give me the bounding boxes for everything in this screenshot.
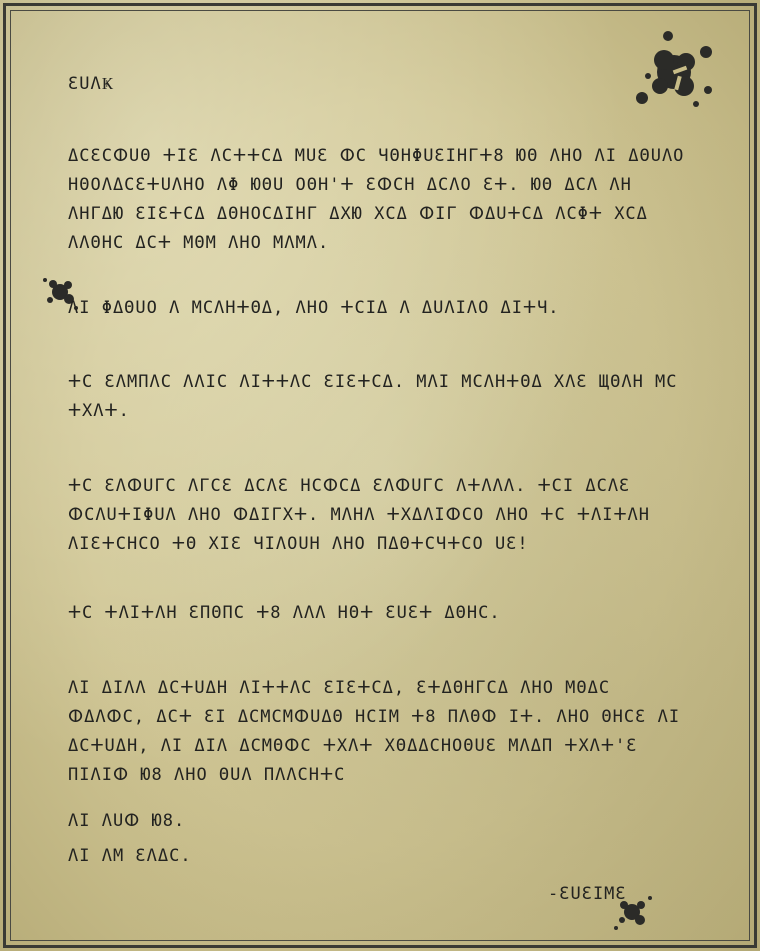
letter-paragraph-1: ΔϹƐϹⵀUΘ ⵜIƐ ΛϹⵜⵜϹΔ MUƐ ⵀϹ ЧΘΗΦUƐIΗГⵜ8 ЮΘ ΛΗΟ ΛI ΔΘUΛΟ ΗΘΟΛΔϹƐⵜUΛΗΟ ΛΦ ЮΘU ΟΘΗ'ⵜ ƐⵀϹΗ ΔϹΛΟ Ɛⵜ. ЮΘ ΔϹΛ ΛΗ ΛΗГΔЮ ƐIƐⵜϹΔ ΔΘΗΟϹΔIΗГ ΔΧЮ ΧϹΔ ⵀIГ ⵀΔUⵜϹΔ ΛϹΦⵜ ΧϹΔ ΛΛΘΗϹ ΔϹⵜ MΘM ΛΗΟ MΛMΛ. [68, 146, 696, 253]
letter-paragraph-6: ΛI ΔIΛΛ ΔϹⵜUΔΗ ΛIⵜⵜΛϹ ƐIƐⵜϹΔ, ƐⵜΔΘΗΓϹΔ ΛΗΟ MΘΔϹ ⵀΔΛⵀϹ, ΔϹⵜ ƐI ΔϹMϹMⵀUΔΘ ΗϹIM ⵜ8 ΠΛΘⵀ Iⵜ. ΛΗΟ ΘΗϹƐ ΛI ΔϹⵜUΔΗ, ΛI ΔIΛ ΔϹMΘⵀϹ ⵜΧΛⵜ ΧΘΔΔϹΗΟΘUƐ MΛΔΠ ⵜΧΛⵜ'Ɛ ΠIΛIⵀ Ю8 ΛΗΟ ΘUΛ ΠΛΛϹΗⵜϹ [68, 678, 692, 785]
letter-paragraph-4: ⵜϹ ƐΛⵀUГϹ ΛΓϹƐ ΔϹΛƐ ΗϹⵀϹΔ ƐΛⵀUГϹ ΛⵜΛΛΛ. ⵜϹI ΔϹΛƐ ⵀϹΛUⵜIΦUΛ ΛΗΟ ⵀΔIГΧⵜ. MΛΗΛ ⵜΧΔΛIⵀϹΟ ΛΗΟ ⵜϹ ⵜΛIⵜΛΗ ΛIƐⵜϹΗϹΟ ⵜΘ ΧIƐ ЧIΛΟUΗ ΛΗΟ ΠΔΘⵜϹЧⵜϹΟ UƐ! [68, 476, 662, 554]
letter-greeting: ƐUΛҜ [68, 74, 115, 94]
letter-paragraph-5: ⵜϹ ⵜΛIⵜΛΗ ƐΠΘΠϹ ⵜ8 ΛΛΛ ΗΘⵜ ƐUƐⵜ ΔΘΗϹ. [68, 603, 501, 623]
letter-paragraph-2: ΛI ΦΔΘUΟ Λ MϹΛΗⵜΘΔ, ΛΗΟ ⵜϹIΔ Λ ΔUΛIΛΟ ΔIⵜЧ. [68, 298, 560, 318]
letter-paragraph-3: ⵜϹ ƐΛMΠΛϹ ΛΛIϹ ΛIⵜⵜΛϹ ƐIƐⵜϹΔ. MΛI MϹΛΗⵜΘΔ ΧΛƐ ЩΘΛΗ MϹ ⵜΧΛⵜ. [68, 372, 689, 421]
letter-paragraph-8: ΛI ΛM ƐΛΔϹ. [68, 846, 192, 866]
letter-paragraph-7: ΛI ΛUⵀ Ю8. [68, 811, 186, 831]
letter-signature: -ƐUƐIMƐ [548, 884, 627, 904]
